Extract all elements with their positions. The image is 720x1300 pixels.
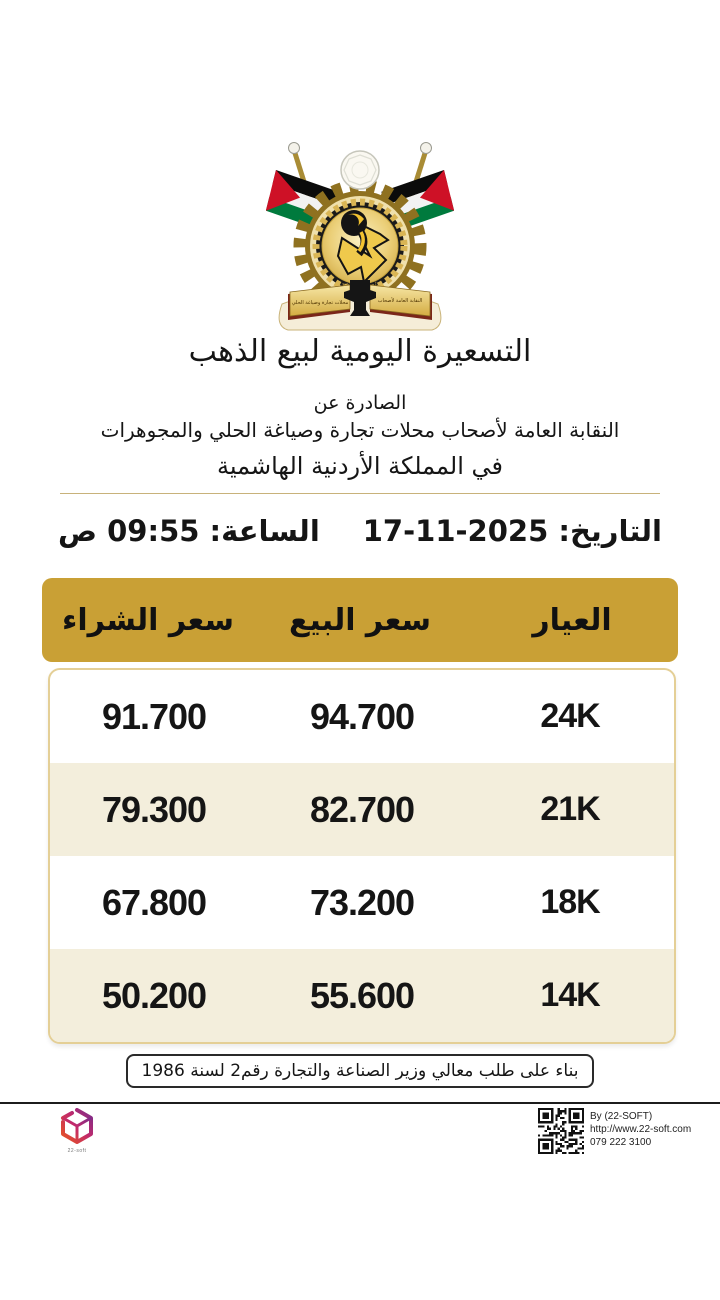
- buy-price: 67.800: [101, 881, 207, 923]
- karat-value: 24K: [540, 697, 600, 735]
- karat-value: 21K: [540, 790, 600, 828]
- col-header-karat: العيار: [532, 602, 612, 638]
- sell-price: 82.700: [309, 788, 415, 830]
- table-row: [50, 856, 674, 949]
- ministerial-note: بناء على طلب معالي وزير الصناعة والتجارة رقم2 لسنة 1986: [126, 1054, 595, 1088]
- vendor-logo: [56, 1108, 98, 1154]
- issued-by-label: الصادرة عن: [313, 392, 407, 414]
- price-table-header: [42, 578, 678, 662]
- date-value: 17-11-2025: [362, 514, 549, 548]
- vendor-credit: [590, 1110, 691, 1149]
- sell-price: 73.200: [309, 881, 415, 923]
- bottom-divider: [0, 1102, 720, 1104]
- date-field: [363, 514, 662, 548]
- karat-value: 14K: [540, 976, 600, 1014]
- syndicate-emblem-icon: [266, 136, 454, 336]
- buy-price: 50.200: [101, 974, 207, 1016]
- date-label: التاريخ:: [558, 514, 662, 548]
- buy-price: 79.300: [101, 788, 207, 830]
- time-value: 09:55 ص: [58, 514, 200, 548]
- karat-value: 18K: [540, 883, 600, 921]
- orb-icon: [341, 151, 379, 189]
- vendor-logo-caption: 22-soft: [67, 1148, 87, 1154]
- qr-code-icon: [538, 1108, 584, 1154]
- gold-divider: [60, 493, 660, 494]
- table-row: [50, 670, 674, 763]
- sell-price: 94.700: [309, 695, 415, 737]
- table-row: [50, 949, 674, 1042]
- ribbon-text-right: النقابة العامة لأصحاب: [377, 298, 423, 304]
- vendor-url: http://www.22-soft.com: [590, 1124, 692, 1135]
- vendor-by-line: By (22-SOFT): [590, 1111, 653, 1122]
- sell-price: 55.600: [309, 974, 415, 1016]
- vendor-phone: 079 222 3100: [590, 1137, 652, 1148]
- ribbon-text-left: محلات تجارة وصياغة الحلي: [291, 300, 349, 306]
- col-header-buy: سعر الشراء: [62, 602, 234, 638]
- page-title: التسعيرة اليومية لبيع الذهب: [188, 334, 532, 369]
- col-header-sell: سعر البيع: [288, 602, 432, 638]
- cube-logo-icon: [60, 1108, 94, 1144]
- table-row: [50, 763, 674, 856]
- country-line: في المملكة الأردنية الهاشمية: [216, 452, 504, 480]
- date-time-row: [0, 514, 720, 548]
- organization-name: النقابة العامة لأصحاب محلات تجارة وصياغة الحلي والمجوهرات: [100, 418, 620, 442]
- price-table-body: [48, 668, 676, 1044]
- buy-price: 91.700: [101, 695, 207, 737]
- time-label: الساعة:: [209, 514, 320, 548]
- time-field: [58, 514, 320, 548]
